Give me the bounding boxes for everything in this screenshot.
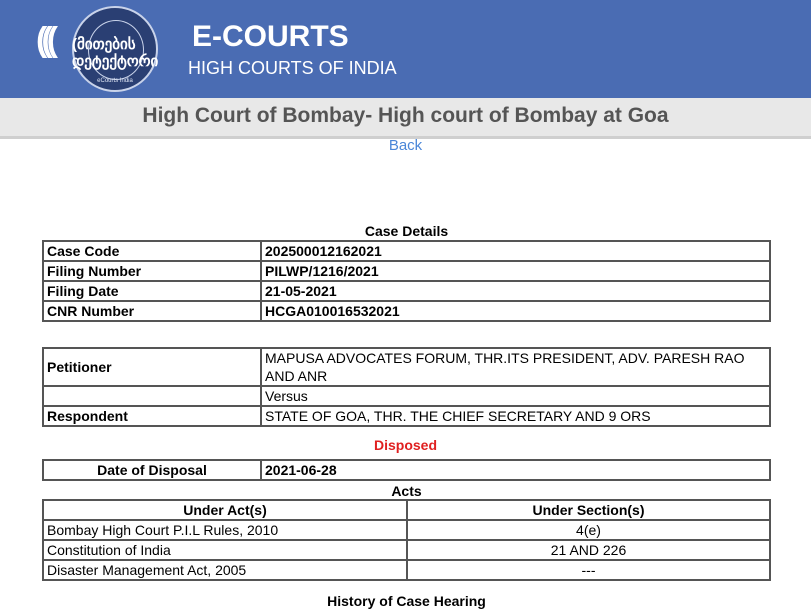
table-row (43, 386, 770, 406)
respondent-value: STATE OF GOA, THR. THE CHIEF SECRETARY AND 9 ORS (261, 406, 770, 426)
filing-date-label: Filing Date (43, 281, 261, 301)
disposal-date-label: Date of Disposal (43, 460, 261, 480)
site-title: E-COURTS (192, 20, 349, 53)
petitioner-label: Petitioner (43, 348, 261, 386)
table-row (43, 540, 770, 560)
under-acts-header: Under Act(s) (43, 500, 407, 520)
act-section: 21 AND 226 (407, 540, 770, 560)
act-name: Disaster Management Act, 2005 (43, 560, 407, 580)
case-code-label: Case Code (43, 241, 261, 261)
table-row (43, 560, 770, 580)
site-header (0, 0, 811, 98)
acts-caption: Acts (391, 483, 422, 499)
watermark-waves-icon: ((( (36, 21, 52, 59)
back-link-wrapper (0, 137, 811, 155)
watermark-line-2: დეტექტორი (72, 53, 159, 70)
back-link[interactable]: Back (388, 137, 423, 154)
table-row (43, 241, 770, 261)
table-row (43, 281, 770, 301)
act-name: Constitution of India (43, 540, 407, 560)
cnr-number-label: CNR Number (43, 301, 261, 321)
respondent-label: Respondent (43, 406, 261, 426)
table-row (43, 500, 770, 520)
cnr-number-value: HCGA010016532021 (261, 301, 770, 321)
court-name: High Court of Bombay- High court of Bombay at Goa (142, 104, 669, 127)
watermark-line-1: (მითების (72, 36, 136, 53)
filing-date-value: 21-05-2021 (261, 281, 770, 301)
court-name-bar (0, 98, 811, 139)
versus-text: Versus (261, 386, 770, 406)
case-details-table (42, 240, 771, 322)
table-row (43, 460, 770, 480)
act-section: 4(e) (407, 520, 770, 540)
versus-spacer-cell (43, 386, 261, 406)
table-row (43, 348, 770, 386)
table-row (43, 406, 770, 426)
case-details-caption: Case Details (364, 223, 449, 239)
under-sections-header: Under Section(s) (407, 500, 770, 520)
table-row (43, 301, 770, 321)
filing-number-value: PILWP/1216/2021 (261, 261, 770, 281)
filing-number-label: Filing Number (43, 261, 261, 281)
acts-table (42, 499, 771, 581)
emblem-text: eCourts India (97, 78, 133, 84)
act-name: Bombay High Court P.I.L Rules, 2010 (43, 520, 407, 540)
history-caption: History of Case Hearing (327, 593, 486, 609)
disposal-date-value: 2021-06-28 (261, 460, 770, 480)
table-row (43, 520, 770, 540)
table-row (43, 261, 770, 281)
case-status: Disposed (373, 437, 437, 453)
case-code-value: 202500012162021 (261, 241, 770, 261)
watermark-logo (72, 36, 158, 70)
petitioner-value: MAPUSA ADVOCATES FORUM, THR.ITS PRESIDENT, ADV. PARESH RAO AND ANR (261, 348, 770, 386)
parties-table (42, 347, 771, 427)
disposal-table (42, 459, 771, 481)
site-subtitle: HIGH COURTS OF INDIA (188, 58, 397, 78)
act-section: --- (407, 560, 770, 580)
